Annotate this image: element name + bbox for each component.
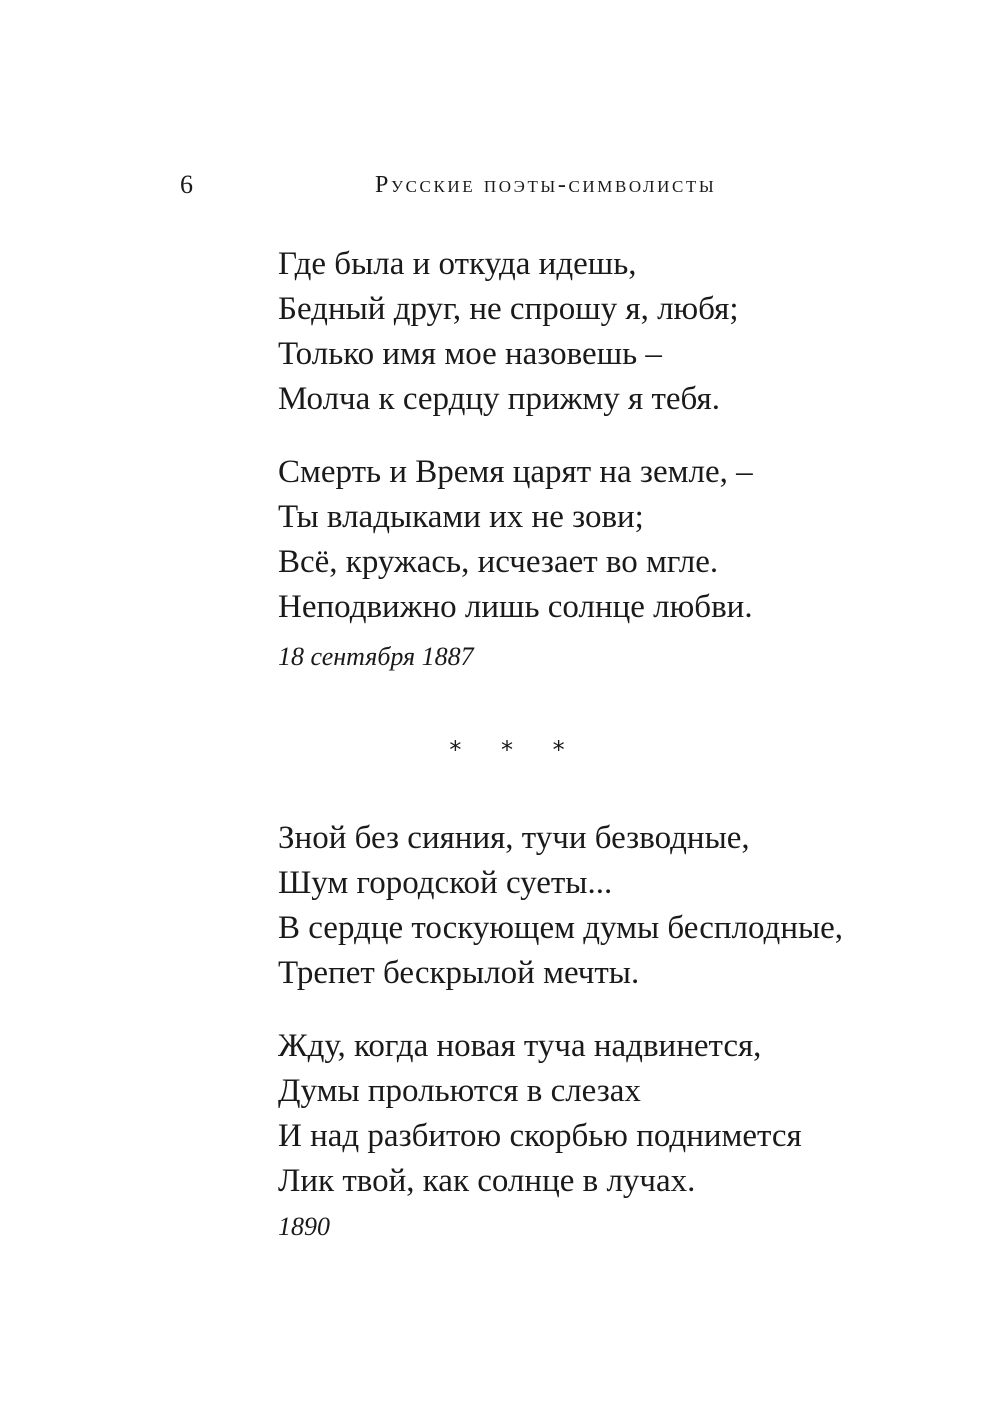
- verse-line: Смерть и Время царят на земле, –: [278, 454, 753, 490]
- verse-line: В сердце тоскующем думы бесплодные,: [278, 910, 844, 946]
- verse-line: Только имя мое назовешь –: [278, 336, 662, 372]
- verse-line: Неподвижно лишь солнце любви.: [278, 589, 753, 625]
- verse-line: Бедный друг, не спрошу я, любя;: [278, 291, 739, 327]
- verse-line: Всё, кружась, исчезает во мгле.: [278, 544, 719, 580]
- verse-line: Думы прольются в слезах: [278, 1073, 641, 1109]
- verse-line: Шум городской суеты...: [278, 865, 613, 901]
- stanza-2: [278, 1024, 802, 1204]
- verse-line: Трепет бескрылой мечты.: [278, 955, 640, 991]
- poem-date: 1890: [278, 1212, 330, 1241]
- verse-line: Зной без сияния, тучи безводные,: [278, 820, 750, 856]
- stanza-1: [278, 816, 843, 996]
- verse-line: Жду, когда новая туча надвинется,: [278, 1028, 762, 1064]
- verse-line: Ты владыками их не зови;: [278, 499, 644, 535]
- poem-date: 18 сентября 1887: [278, 642, 474, 671]
- page-number: 6: [180, 170, 193, 199]
- verse-line: И над разбитою скорбью поднимется: [278, 1118, 802, 1154]
- section-separator: * * *: [449, 736, 581, 764]
- verse-line: Лик твой, как солнце в лучах.: [278, 1163, 696, 1199]
- verse-line: Где была и откуда идешь,: [278, 246, 637, 282]
- stanza-1: [278, 242, 739, 422]
- running-head: Русские поэты-символисты: [375, 172, 717, 198]
- stanza-2: [278, 450, 753, 630]
- verse-line: Молча к сердцу прижму я тебя.: [278, 381, 720, 417]
